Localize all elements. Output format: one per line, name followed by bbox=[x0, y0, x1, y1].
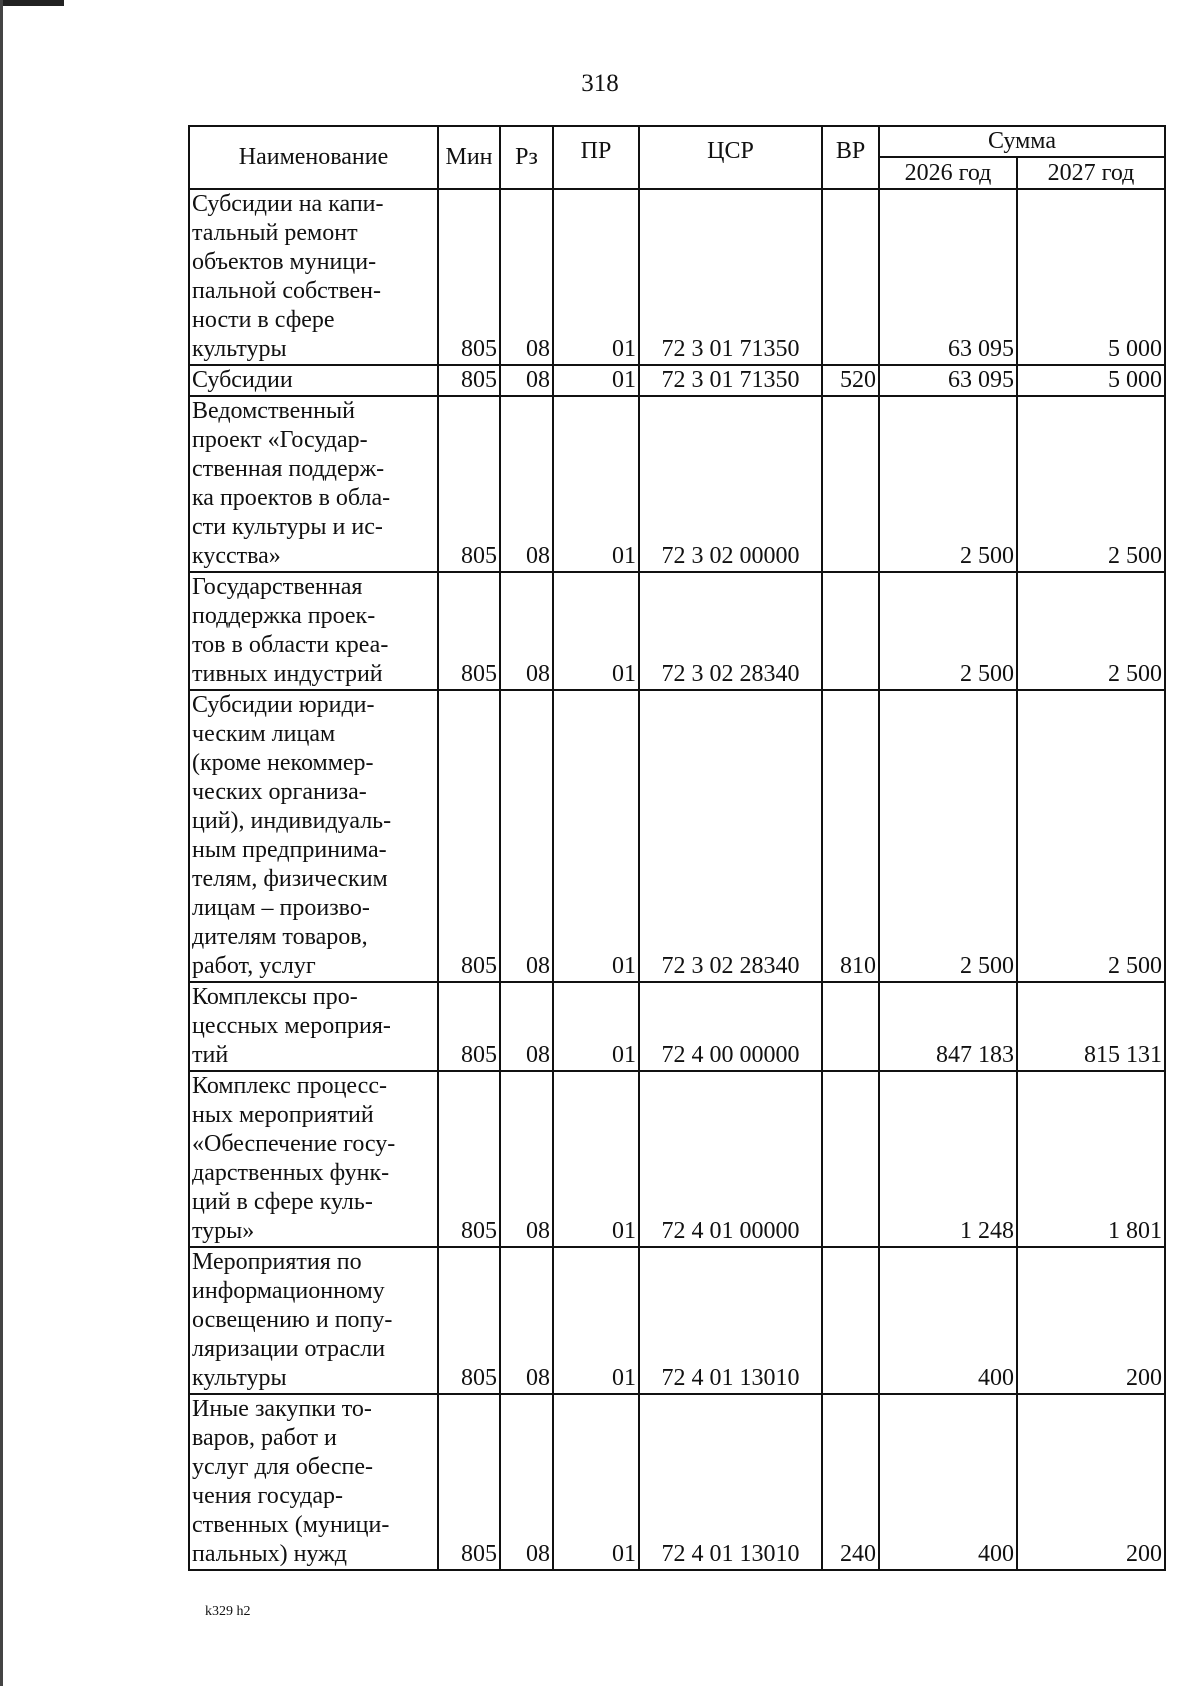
cell-vr bbox=[822, 1071, 879, 1247]
cell-csr: 72 3 01 71350 bbox=[639, 365, 822, 396]
cell-pr: 01 bbox=[553, 690, 639, 982]
cell-rz: 08 bbox=[500, 1071, 553, 1247]
cell-pr: 01 bbox=[553, 572, 639, 690]
cell-csr: 72 3 02 28340 bbox=[639, 572, 822, 690]
cell-csr: 72 3 02 28340 bbox=[639, 690, 822, 982]
row-name-text: Ведомственный проект «Государ- ственная поддерж- ка проектов в обла- сти культуры и ис- кусства» bbox=[192, 398, 391, 569]
cell-csr: 72 4 00 00000 bbox=[639, 982, 822, 1071]
table-row bbox=[189, 1394, 1165, 1570]
cell-pr: 01 bbox=[553, 1247, 639, 1394]
row-name-text: Комплексы про- цессных мероприя- тий bbox=[192, 984, 391, 1068]
cell-min: 805 bbox=[438, 396, 500, 572]
cell-sum-2027: 5 000 bbox=[1017, 365, 1165, 396]
cell-rz: 08 bbox=[500, 365, 553, 396]
cell-sum-2027: 2 500 bbox=[1017, 396, 1165, 572]
table-header bbox=[189, 126, 1165, 189]
cell-vr: 810 bbox=[822, 690, 879, 982]
cell-sum-2026: 63 095 bbox=[879, 189, 1017, 365]
cell-sum-2026: 847 183 bbox=[879, 982, 1017, 1071]
table-row bbox=[189, 1247, 1165, 1394]
table-row bbox=[189, 1071, 1165, 1247]
cell-vr bbox=[822, 572, 879, 690]
row-name-text: Субсидии на капи- тальный ремонт объектов муници- пальной собствен- ности в сфере культуры bbox=[192, 191, 384, 362]
cell-sum-2026: 2 500 bbox=[879, 396, 1017, 572]
cell-name bbox=[189, 396, 438, 572]
budget-table bbox=[188, 125, 1166, 1571]
cell-sum-2027: 5 000 bbox=[1017, 189, 1165, 365]
cell-vr bbox=[822, 1247, 879, 1394]
cell-vr bbox=[822, 396, 879, 572]
cell-min: 805 bbox=[438, 1394, 500, 1570]
cell-min: 805 bbox=[438, 1247, 500, 1394]
cell-vr: 240 bbox=[822, 1394, 879, 1570]
cell-pr: 01 bbox=[553, 365, 639, 396]
scan-edge-mark bbox=[0, 0, 64, 6]
table-body bbox=[189, 189, 1165, 1570]
cell-rz: 08 bbox=[500, 572, 553, 690]
cell-min: 805 bbox=[438, 572, 500, 690]
cell-rz: 08 bbox=[500, 982, 553, 1071]
table-row bbox=[189, 572, 1165, 690]
cell-pr: 01 bbox=[553, 1071, 639, 1247]
row-name-text: Субсидии bbox=[192, 367, 293, 393]
cell-rz: 08 bbox=[500, 396, 553, 572]
cell-name bbox=[189, 690, 438, 982]
cell-sum-2026: 1 248 bbox=[879, 1071, 1017, 1247]
cell-sum-2026: 2 500 bbox=[879, 572, 1017, 690]
cell-name bbox=[189, 189, 438, 365]
cell-sum-2027: 200 bbox=[1017, 1394, 1165, 1570]
cell-rz: 08 bbox=[500, 1247, 553, 1394]
header-csr: ЦСР bbox=[639, 126, 822, 189]
page-number: 318 bbox=[581, 70, 619, 97]
header-name: Наименование bbox=[189, 126, 438, 189]
cell-csr: 72 3 02 00000 bbox=[639, 396, 822, 572]
cell-rz: 08 bbox=[500, 690, 553, 982]
cell-pr: 01 bbox=[553, 982, 639, 1071]
cell-sum-2027: 815 131 bbox=[1017, 982, 1165, 1071]
cell-csr: 72 4 01 00000 bbox=[639, 1071, 822, 1247]
cell-sum-2027: 2 500 bbox=[1017, 690, 1165, 982]
header-vr: ВР bbox=[822, 126, 879, 189]
table-row bbox=[189, 396, 1165, 572]
table-row bbox=[189, 189, 1165, 365]
cell-sum-2026: 63 095 bbox=[879, 365, 1017, 396]
cell-vr bbox=[822, 982, 879, 1071]
cell-min: 805 bbox=[438, 365, 500, 396]
cell-vr bbox=[822, 189, 879, 365]
cell-sum-2027: 2 500 bbox=[1017, 572, 1165, 690]
cell-min: 805 bbox=[438, 1071, 500, 1247]
header-sum: Сумма bbox=[879, 126, 1165, 157]
cell-pr: 01 bbox=[553, 189, 639, 365]
cell-sum-2026: 2 500 bbox=[879, 690, 1017, 982]
cell-rz: 08 bbox=[500, 1394, 553, 1570]
table-row bbox=[189, 690, 1165, 982]
table-row bbox=[189, 365, 1165, 396]
row-name-text: Субсидии юриди- ческим лицам (кроме некоммер- ческих организа- ций), индивидуаль- ным предпринима- телям, физическим лицам – произво- дителям товаров, работ, услуг bbox=[192, 692, 392, 979]
cell-name bbox=[189, 572, 438, 690]
cell-csr: 72 3 01 71350 bbox=[639, 189, 822, 365]
cell-min: 805 bbox=[438, 189, 500, 365]
table-row bbox=[189, 982, 1165, 1071]
header-year-2027: 2027 год bbox=[1017, 157, 1165, 189]
header-rz: Рз bbox=[500, 126, 553, 189]
cell-csr: 72 4 01 13010 bbox=[639, 1247, 822, 1394]
cell-vr: 520 bbox=[822, 365, 879, 396]
row-name-text: Комплекс процесс- ных мероприятий «Обеспечение госу- дарственных функ- ций в сфере куль- туры» bbox=[192, 1073, 396, 1244]
row-name-text: Иные закупки то- варов, работ и услуг для обеспе- чения государ- ственных (муници- пальных) нужд bbox=[192, 1396, 390, 1567]
cell-name bbox=[189, 1247, 438, 1394]
scan-edge-line bbox=[0, 0, 3, 1686]
cell-csr: 72 4 01 13010 bbox=[639, 1394, 822, 1570]
cell-sum-2027: 200 bbox=[1017, 1247, 1165, 1394]
cell-pr: 01 bbox=[553, 396, 639, 572]
header-pr: ПР bbox=[553, 126, 639, 189]
footer-code: k329 h2 bbox=[205, 1604, 251, 1619]
cell-rz: 08 bbox=[500, 189, 553, 365]
cell-sum-2026: 400 bbox=[879, 1247, 1017, 1394]
cell-sum-2027: 1 801 bbox=[1017, 1071, 1165, 1247]
cell-sum-2026: 400 bbox=[879, 1394, 1017, 1570]
row-name-text: Мероприятия по информационному освещению и попу- ляризации отрасли культуры bbox=[192, 1249, 393, 1391]
row-name-text: Государственная поддержка проек- тов в области креа- тивных индустрий bbox=[192, 574, 389, 687]
header-min: Мин bbox=[438, 126, 500, 189]
cell-name bbox=[189, 365, 438, 396]
cell-name bbox=[189, 982, 438, 1071]
cell-min: 805 bbox=[438, 690, 500, 982]
cell-pr: 01 bbox=[553, 1394, 639, 1570]
cell-name bbox=[189, 1394, 438, 1570]
cell-min: 805 bbox=[438, 982, 500, 1071]
header-year-2026: 2026 год bbox=[879, 157, 1017, 189]
cell-name bbox=[189, 1071, 438, 1247]
